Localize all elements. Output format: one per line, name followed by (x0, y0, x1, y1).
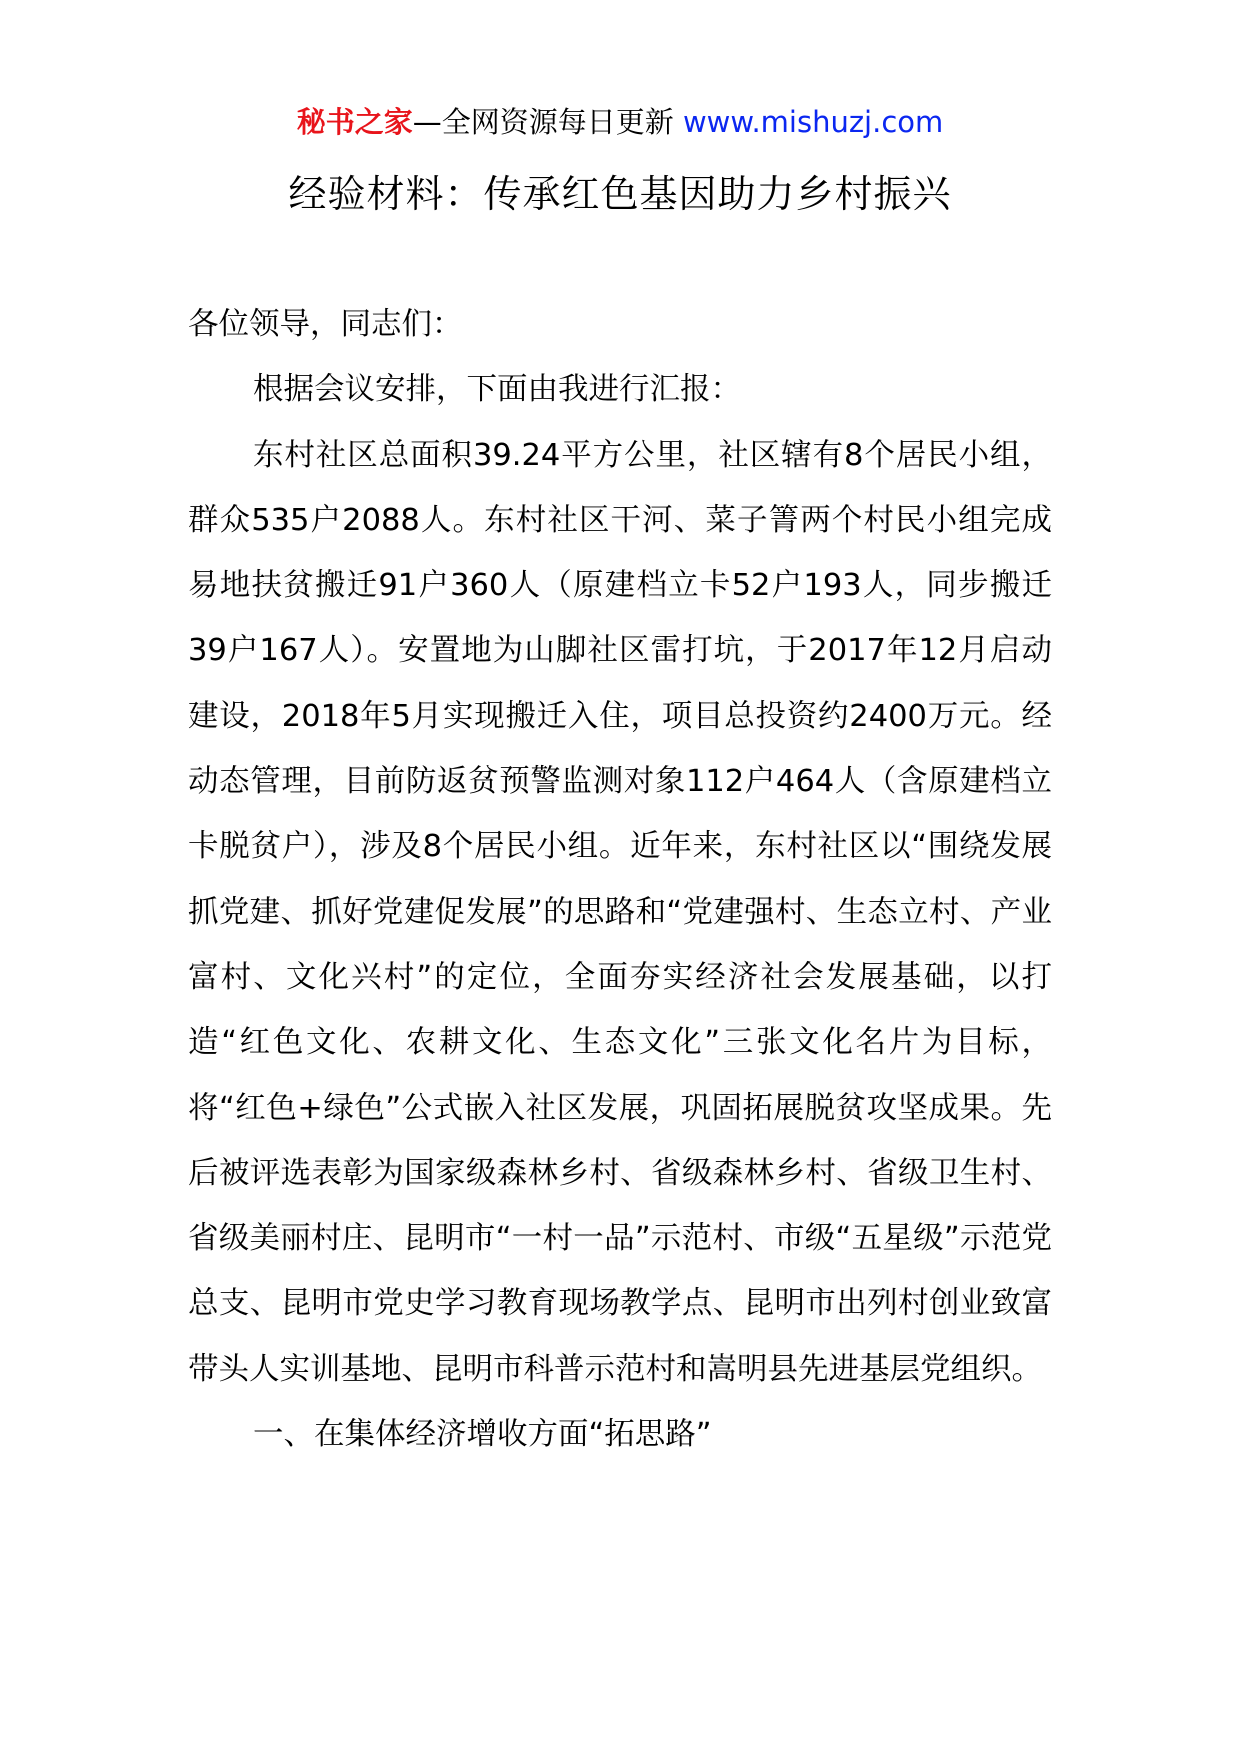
brand-name: 秘书之家 (296, 105, 413, 139)
header-tagline: —全网资源每日更新 (412, 105, 674, 139)
document-title: 经验材料：传承红色基因助力乡村振兴 (288, 172, 952, 216)
section-heading: 一、在集体经济增收方面“拓思路” (253, 1417, 712, 1453)
document-body (188, 292, 1052, 1467)
salutation: 各位领导，同志们： (188, 307, 463, 342)
site-url-link[interactable]: www.mishuzj.com (682, 105, 944, 139)
page-header (0, 100, 1240, 144)
intro-paragraph: 根据会议安排，下面由我进行汇报： (253, 372, 741, 408)
body-paragraph: 东村社区总面积39.24平方公里，社区辖有8个居民小组，群众535户2088人。东村社区干河、菜子箐两个村民小组完成易地扶贫搬迁91户360人（原建档立卡52户193人，同步搬迁39户167人）。安置地为山脚社区雷打坑，于2017年12月启动建设，2018年5月实现搬迁入住，项目总投资约2400万元。经动态管理，目前防返贫预警监测对象112户464人（含原建档立卡脱贫户），涉及8个居民小组。近年来，东村社区以“围绕发展抓党建、抓好党建促发展”的思路和“党建强村、生态立村、产业富村、文化兴村”的定位，全面夯实经济社会发展基础，以打造“红色文化、农耕文化、生态文化”三张文化名片为目标，将“红色+绿色”公式嵌入社区发展，巩固拓展脱贫攻坚成果。先后被评选表彰为国家级森林乡村、省级森林乡村、省级卫生村、省级美丽村庄、昆明市“一村一品”示范村、市级“五星级”示范党总支、昆明市党史学习教育现场教学点、昆明市出列村创业致富带头人实训基地、昆明市科普示范村和嵩明县先进基层党组织。 (188, 437, 1052, 1387)
